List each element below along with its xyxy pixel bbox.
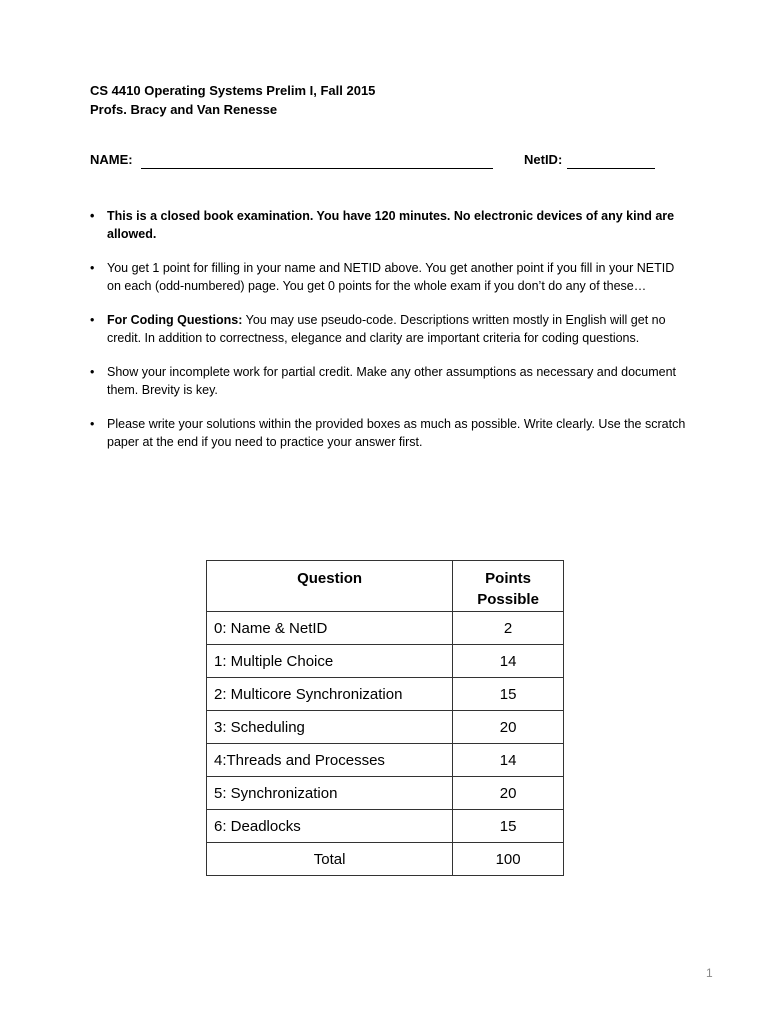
instruction-coding-questions — [90, 311, 690, 347]
points-cell: 14 — [453, 645, 564, 678]
points-cell: 20 — [453, 711, 564, 744]
coding-questions-lead: For Coding Questions: — [107, 313, 243, 327]
instruction-name-points: • You get 1 point for filling in your name and NETID above. You get another point if you fill in your NETID on each (odd-numbered) page. You get 0 points for the whole exam if you don’t do any of these… — [90, 259, 690, 295]
total-label: Total — [207, 843, 453, 876]
points-cell: 2 — [453, 612, 564, 645]
points-cell: 15 — [453, 678, 564, 711]
header-points — [453, 561, 564, 612]
question-cell: 4:Threads and Processes — [207, 744, 453, 777]
question-cell: 2: Multicore Synchronization — [207, 678, 453, 711]
table-row — [207, 612, 564, 645]
instruction-write-in-boxes: • Please write your solutions within the provided boxes as much as possible. Write clearly. Use the scratch paper at the end if you need to practice your answer first. — [90, 415, 690, 451]
netid-field[interactable] — [567, 168, 655, 169]
table-row — [207, 645, 564, 678]
header-points-line2: Possible — [477, 591, 539, 608]
question-cell: 5: Synchronization — [207, 777, 453, 810]
table-header-row — [207, 561, 564, 612]
table-row — [207, 810, 564, 843]
page-number: 1 — [706, 966, 713, 980]
header-points-line1: Points — [485, 570, 532, 587]
question-cell: 6: Deadlocks — [207, 810, 453, 843]
points-cell: 15 — [453, 810, 564, 843]
exam-header — [90, 81, 375, 119]
instruction-closed-book: • This is a closed book examination. You have 120 minutes. No electronic devices of any kind are allowed. — [90, 207, 690, 243]
table-row — [207, 777, 564, 810]
coding-questions-text: You may use pseudo-code. Descriptions written mostly in English will get no credit. In addition to correctness, elegance and clarity are important criteria for coding questions. — [107, 313, 666, 345]
points-table — [206, 560, 564, 876]
professors-line: Profs. Bracy and Van Renesse — [90, 102, 278, 117]
total-points: 100 — [453, 843, 564, 876]
name-label: NAME: — [90, 152, 133, 167]
total-row — [207, 843, 564, 876]
header-question: Question — [207, 561, 453, 612]
table-row — [207, 711, 564, 744]
instruction-partial-credit: • Show your incomplete work for partial credit. Make any other assumptions as necessary and document them. Brevity is key. — [90, 363, 690, 399]
question-cell: 0: Name & NetID — [207, 612, 453, 645]
question-cell: 1: Multiple Choice — [207, 645, 453, 678]
points-cell: 20 — [453, 777, 564, 810]
question-cell: 3: Scheduling — [207, 711, 453, 744]
course-title: CS 4410 Operating Systems Prelim I, Fall 2015 — [90, 83, 376, 98]
instructions-list — [90, 207, 690, 467]
netid-label: NetID: — [524, 152, 563, 167]
name-netid-row — [90, 152, 670, 174]
table-row — [207, 678, 564, 711]
name-field[interactable] — [141, 168, 493, 169]
table-row — [207, 744, 564, 777]
points-cell: 14 — [453, 744, 564, 777]
